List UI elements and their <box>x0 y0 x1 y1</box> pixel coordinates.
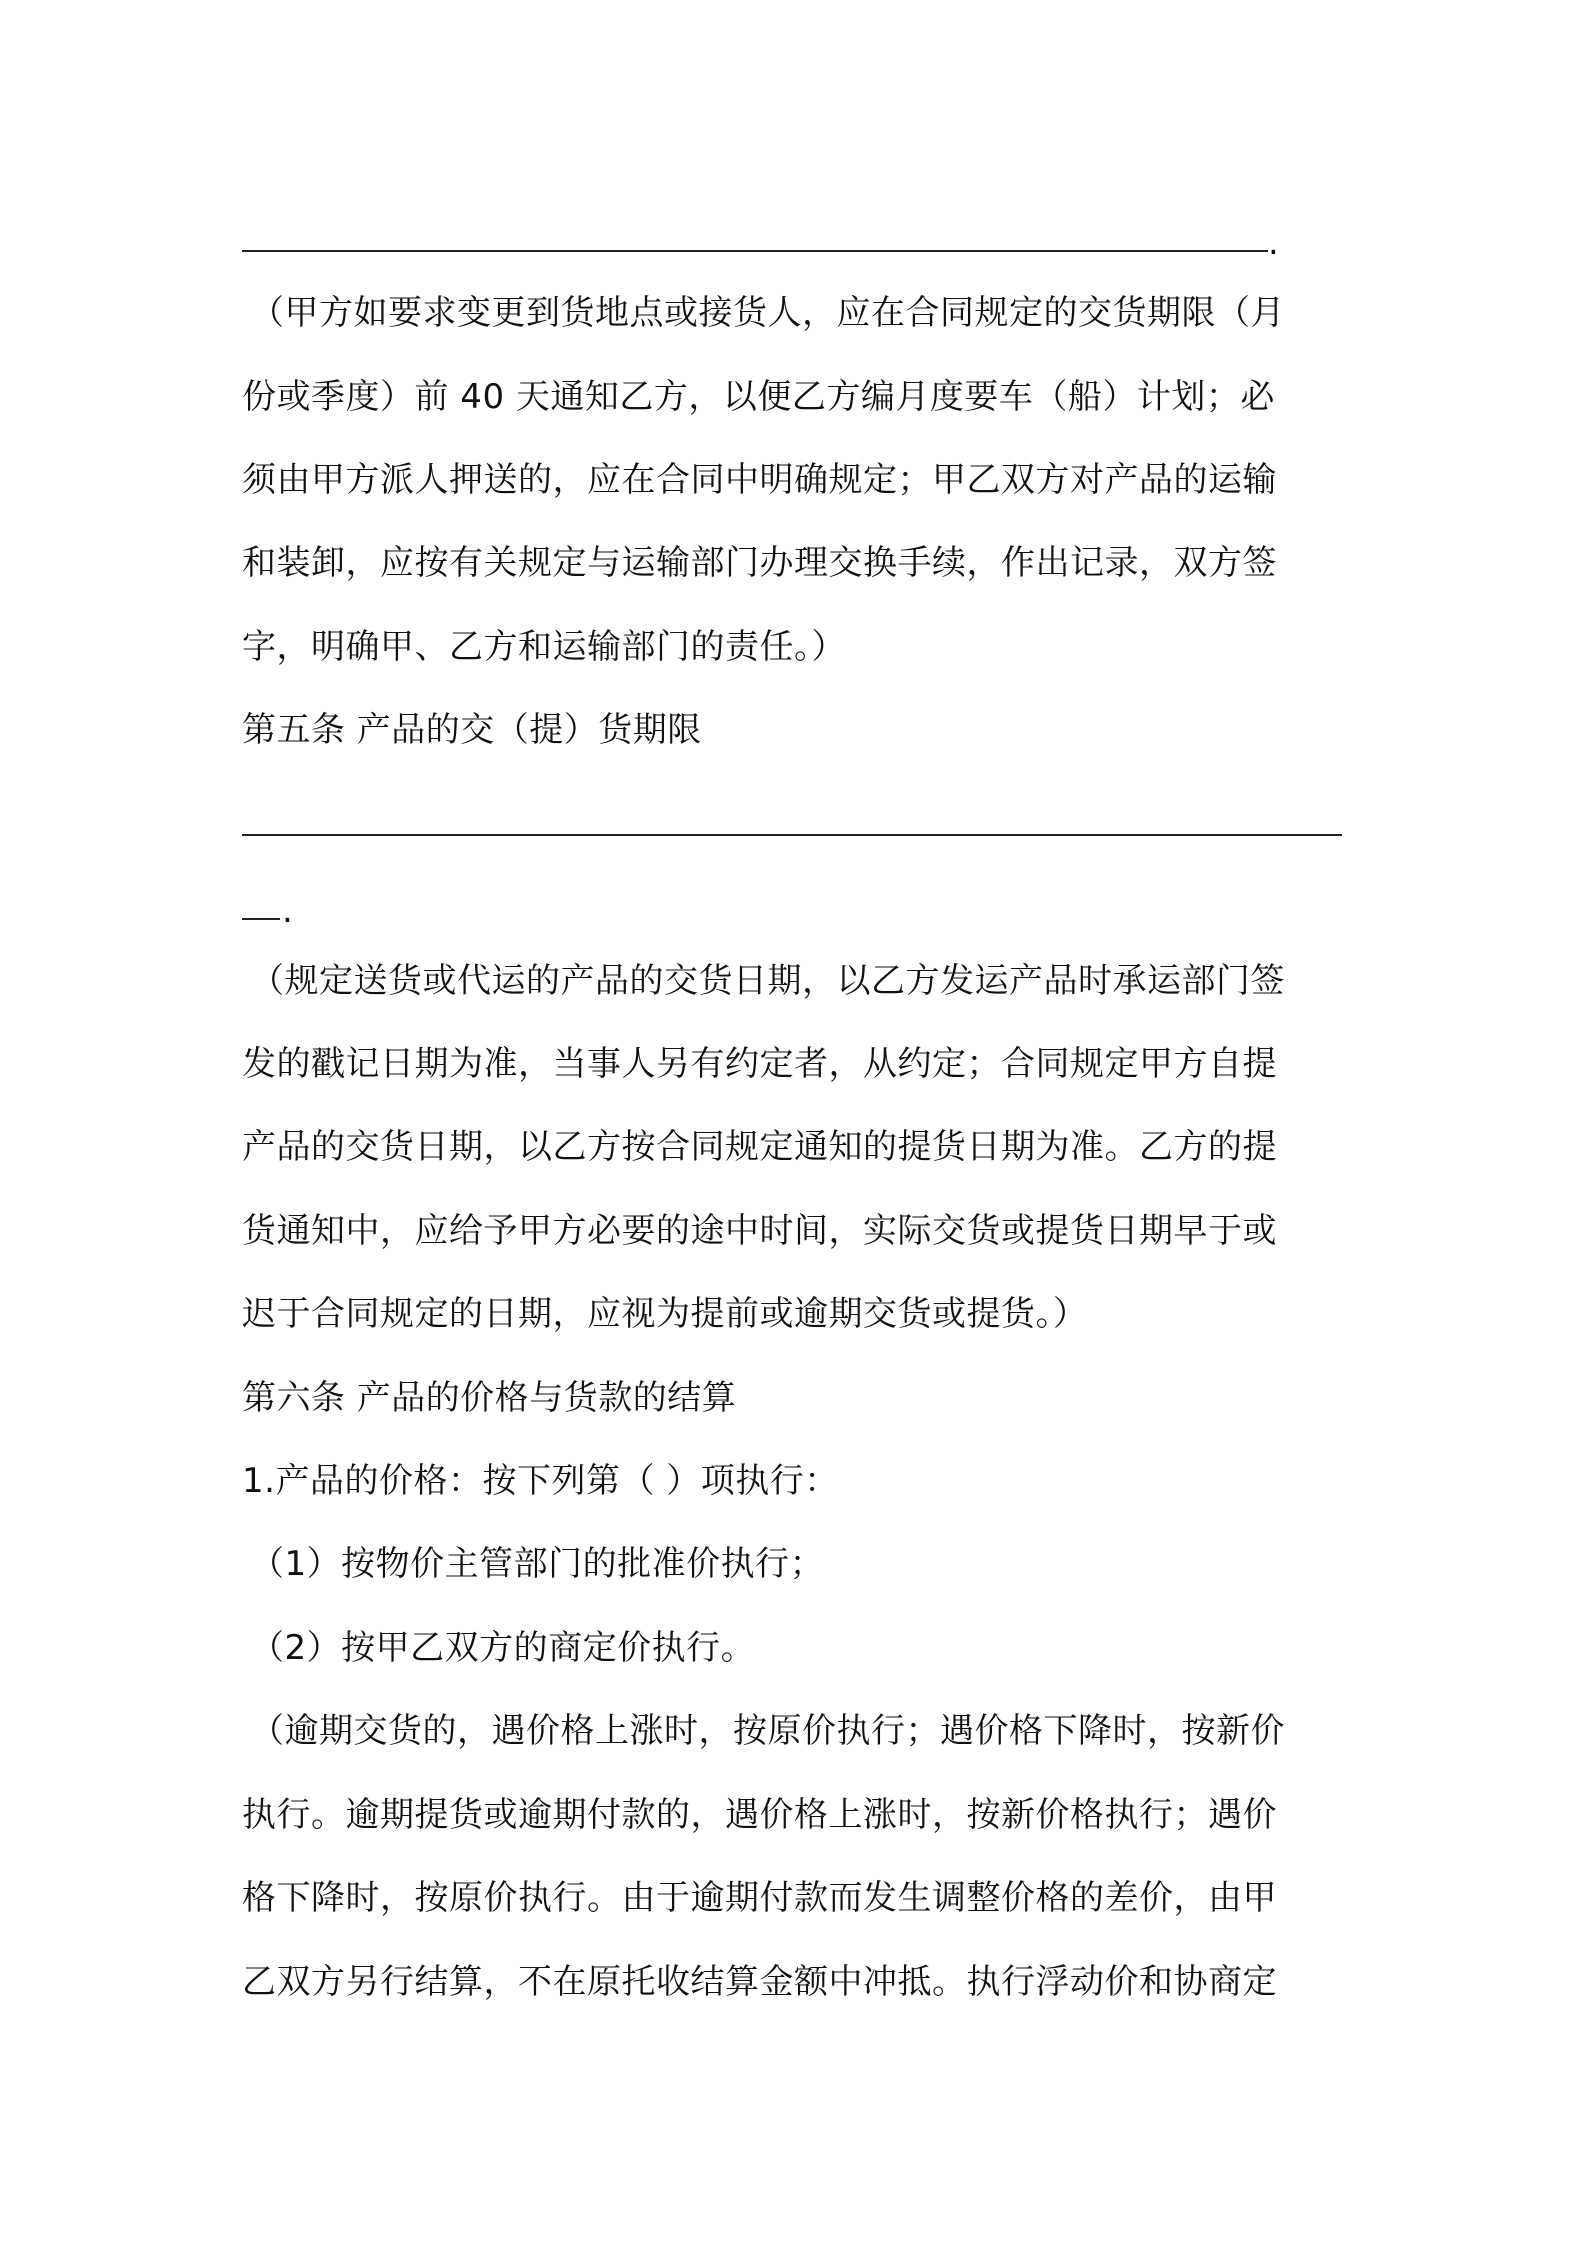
paragraph-line: 执行。逾期提货或逾期付款的，遇价格上涨时，按新价格执行；遇价 <box>242 1795 1277 1835</box>
paragraph-line: （规定送货或代运的产品的交货日期，以乙方发运产品时承运部门签 <box>250 961 1285 1001</box>
price-intro: 1.产品的价格：按下列第（ ）项执行： <box>242 1461 839 1501</box>
price-option-1: （1）按物价主管部门的批准价执行； <box>250 1544 825 1584</box>
price-option-2: （2）按甲乙双方的商定价执行。 <box>250 1628 756 1668</box>
fill-in-blank-line <box>242 834 1342 836</box>
paragraph-line: 货通知中，应给予甲方必要的途中时间，实际交货或提货日期早于或 <box>242 1211 1277 1251</box>
paragraph-line: 发的戳记日期为准，当事人另有约定者，从约定；合同规定甲方自提 <box>242 1044 1277 1084</box>
paragraph-line: （逾期交货的，遇价格上涨时，按原价执行；遇价格下降时，按新价 <box>250 1711 1285 1751</box>
paragraph-line: 须由甲方派人押送的，应在合同中明确规定；甲乙双方对产品的运输 <box>242 460 1277 500</box>
blank-end-period: . <box>282 891 293 931</box>
paragraph-line: 份或季度）前 40 天通知乙方，以便乙方编月度要车（船）计划；必 <box>242 377 1275 417</box>
article-6-heading: 第六条 产品的价格与货款的结算 <box>242 1378 737 1418</box>
fill-in-blank-line-continued <box>242 918 280 920</box>
paragraph-line: 乙双方另行结算，不在原托收结算金额中冲抵。执行浮动价和协商定 <box>242 1962 1277 2002</box>
fill-in-blank-line <box>242 250 1268 252</box>
paragraph-line: 字，明确甲、乙方和运输部门的责任。） <box>242 627 846 667</box>
article-5-heading: 第五条 产品的交（提）货期限 <box>242 710 702 750</box>
paragraph-line: 和装卸，应按有关规定与运输部门办理交换手续，作出记录，双方签 <box>242 543 1277 583</box>
paragraph-line: 迟于合同规定的日期，应视为提前或逾期交货或提货。） <box>242 1294 1088 1334</box>
paragraph-line: 格下降时，按原价执行。由于逾期付款而发生调整价格的差价，由甲 <box>242 1878 1277 1918</box>
blank-end-period: . <box>1268 223 1279 263</box>
paragraph-line: 产品的交货日期，以乙方按合同规定通知的提货日期为准。乙方的提 <box>242 1127 1277 1167</box>
paragraph-line: （甲方如要求变更到货地点或接货人，应在合同规定的交货期限（月 <box>250 293 1285 333</box>
